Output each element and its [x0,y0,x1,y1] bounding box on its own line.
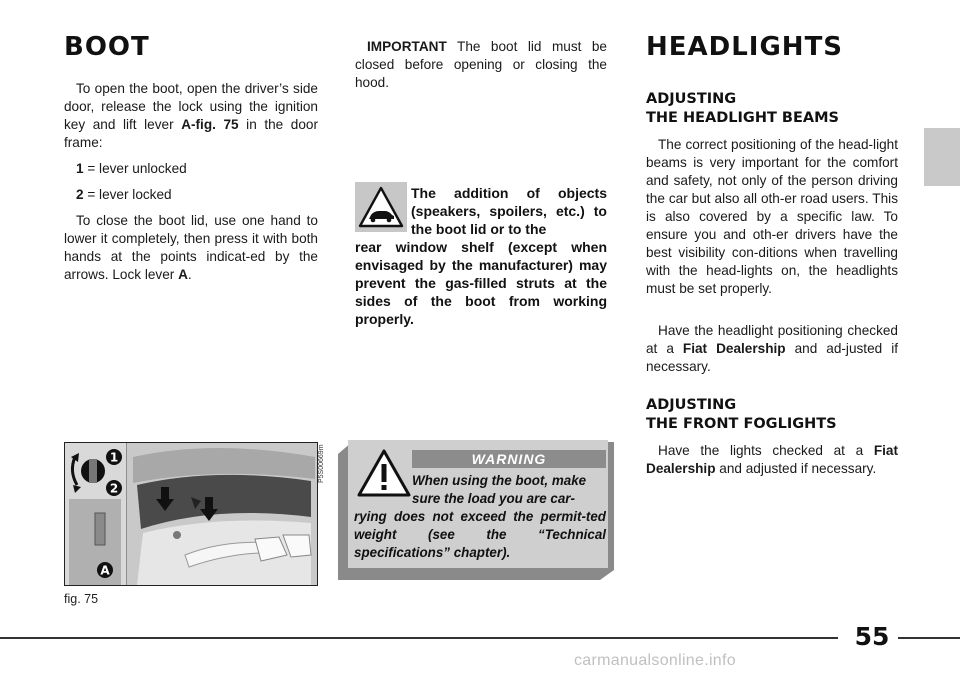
boot-heading: BOOT [64,32,150,62]
boot-close-text: To close the boot lid, use one hand to lower it completely, then press it with both hands at the points indicat-ed by the arrows. Lock lever [64,213,318,282]
figure-code: P5S00669m [318,444,325,483]
subheading-line: ADJUSTING [646,397,737,413]
notes-column [355,0,607,340]
subheading-line: THE FRONT FOGLIGHTS [646,416,837,432]
boot-intro-text-end: in the door frame: [64,117,319,150]
beam-adjust-subheading [646,90,839,128]
beam-positioning-paragraph: The correct positioning of the head-light beams is very important for the comfort and safety, not only of the person driving the car but also all oth-er road users. This is also covered by a specific law. To ensure you and oth-er drivers have the best visibility con-ditions when travelling with the head-lights on, the headlights must be set properly. [646,137,898,296]
paragraph-text: and ad-justed if necessary. [646,341,899,374]
subheading-line: THE HEADLIGHT BEAMS [646,110,839,126]
item-number: 2 [76,187,84,202]
item-text: = lever locked [83,187,172,202]
car-caution-icon [355,182,407,232]
boot-illustration [65,443,317,585]
label-1: 1 [109,450,119,465]
subheading-line: ADJUSTING [646,91,737,107]
boot-figure [64,442,318,586]
boot-close-paragraph [64,212,318,284]
paragraph-text: and adjusted if necessary. [715,461,877,476]
caution-text-indented: The addition of objects (speakers, spoilers, etc.) to the boot lid or to the [411,185,607,237]
boot-close-text-end: . [187,267,192,282]
warning-box [338,434,614,580]
label-2: 2 [109,481,119,496]
dealership-ref: Fiat Dealership [682,341,786,356]
item-number: 1 [76,161,84,176]
paragraph-text: Have the lights checked at a [658,443,874,458]
dealership-check-paragraph [646,322,898,376]
boot-intro-text: To open the boot, open the driver’s side door, release the lock using the ignition key and lift lever [64,81,318,132]
foglight-adjust-subheading [646,396,837,434]
section-tab [924,128,960,186]
item-text: = lever unlocked [83,161,187,176]
important-label: IMPORTANT [367,39,447,54]
boot-intro-paragraph [64,80,318,152]
figure-caption: fig. 75 [64,592,99,606]
page-number: 55 [854,622,890,651]
important-text: The boot lid must be closed before opening or closing the hood. [355,39,607,90]
warning-line: sure the load you are car- [412,491,575,506]
boot-intro-lever-ref: A-fig. 75 [181,117,239,132]
paragraph-text: Have the headlight positioning checked at a [646,323,898,356]
warning-line: rying does not exceed the permit-ted weight (see the “Technical specifications” chapter). [354,509,606,560]
warning-title: WARNING [412,450,606,468]
watermark: carmanualsonline.info [574,652,736,669]
boot-close-lever-ref: A [178,267,188,282]
footer-rule-right [898,637,960,639]
warning-text [354,472,606,562]
caution-text: rear window shelf (except when envisaged by the manufacturer) may prevent the gas-filled struts at the sides of the boot from working properly. [355,239,607,327]
lever-unlocked-item [64,160,318,178]
warning-line: When using the boot, make [412,473,587,488]
lever-locked-item [64,186,318,204]
footer-rule-left [0,637,838,639]
dealership-ref: Fiat Dealership [646,443,898,476]
headlights-heading: HEADLIGHTS [646,32,844,62]
label-A: A [100,563,110,578]
foglight-check-paragraph [646,442,898,478]
important-paragraph [355,38,607,92]
